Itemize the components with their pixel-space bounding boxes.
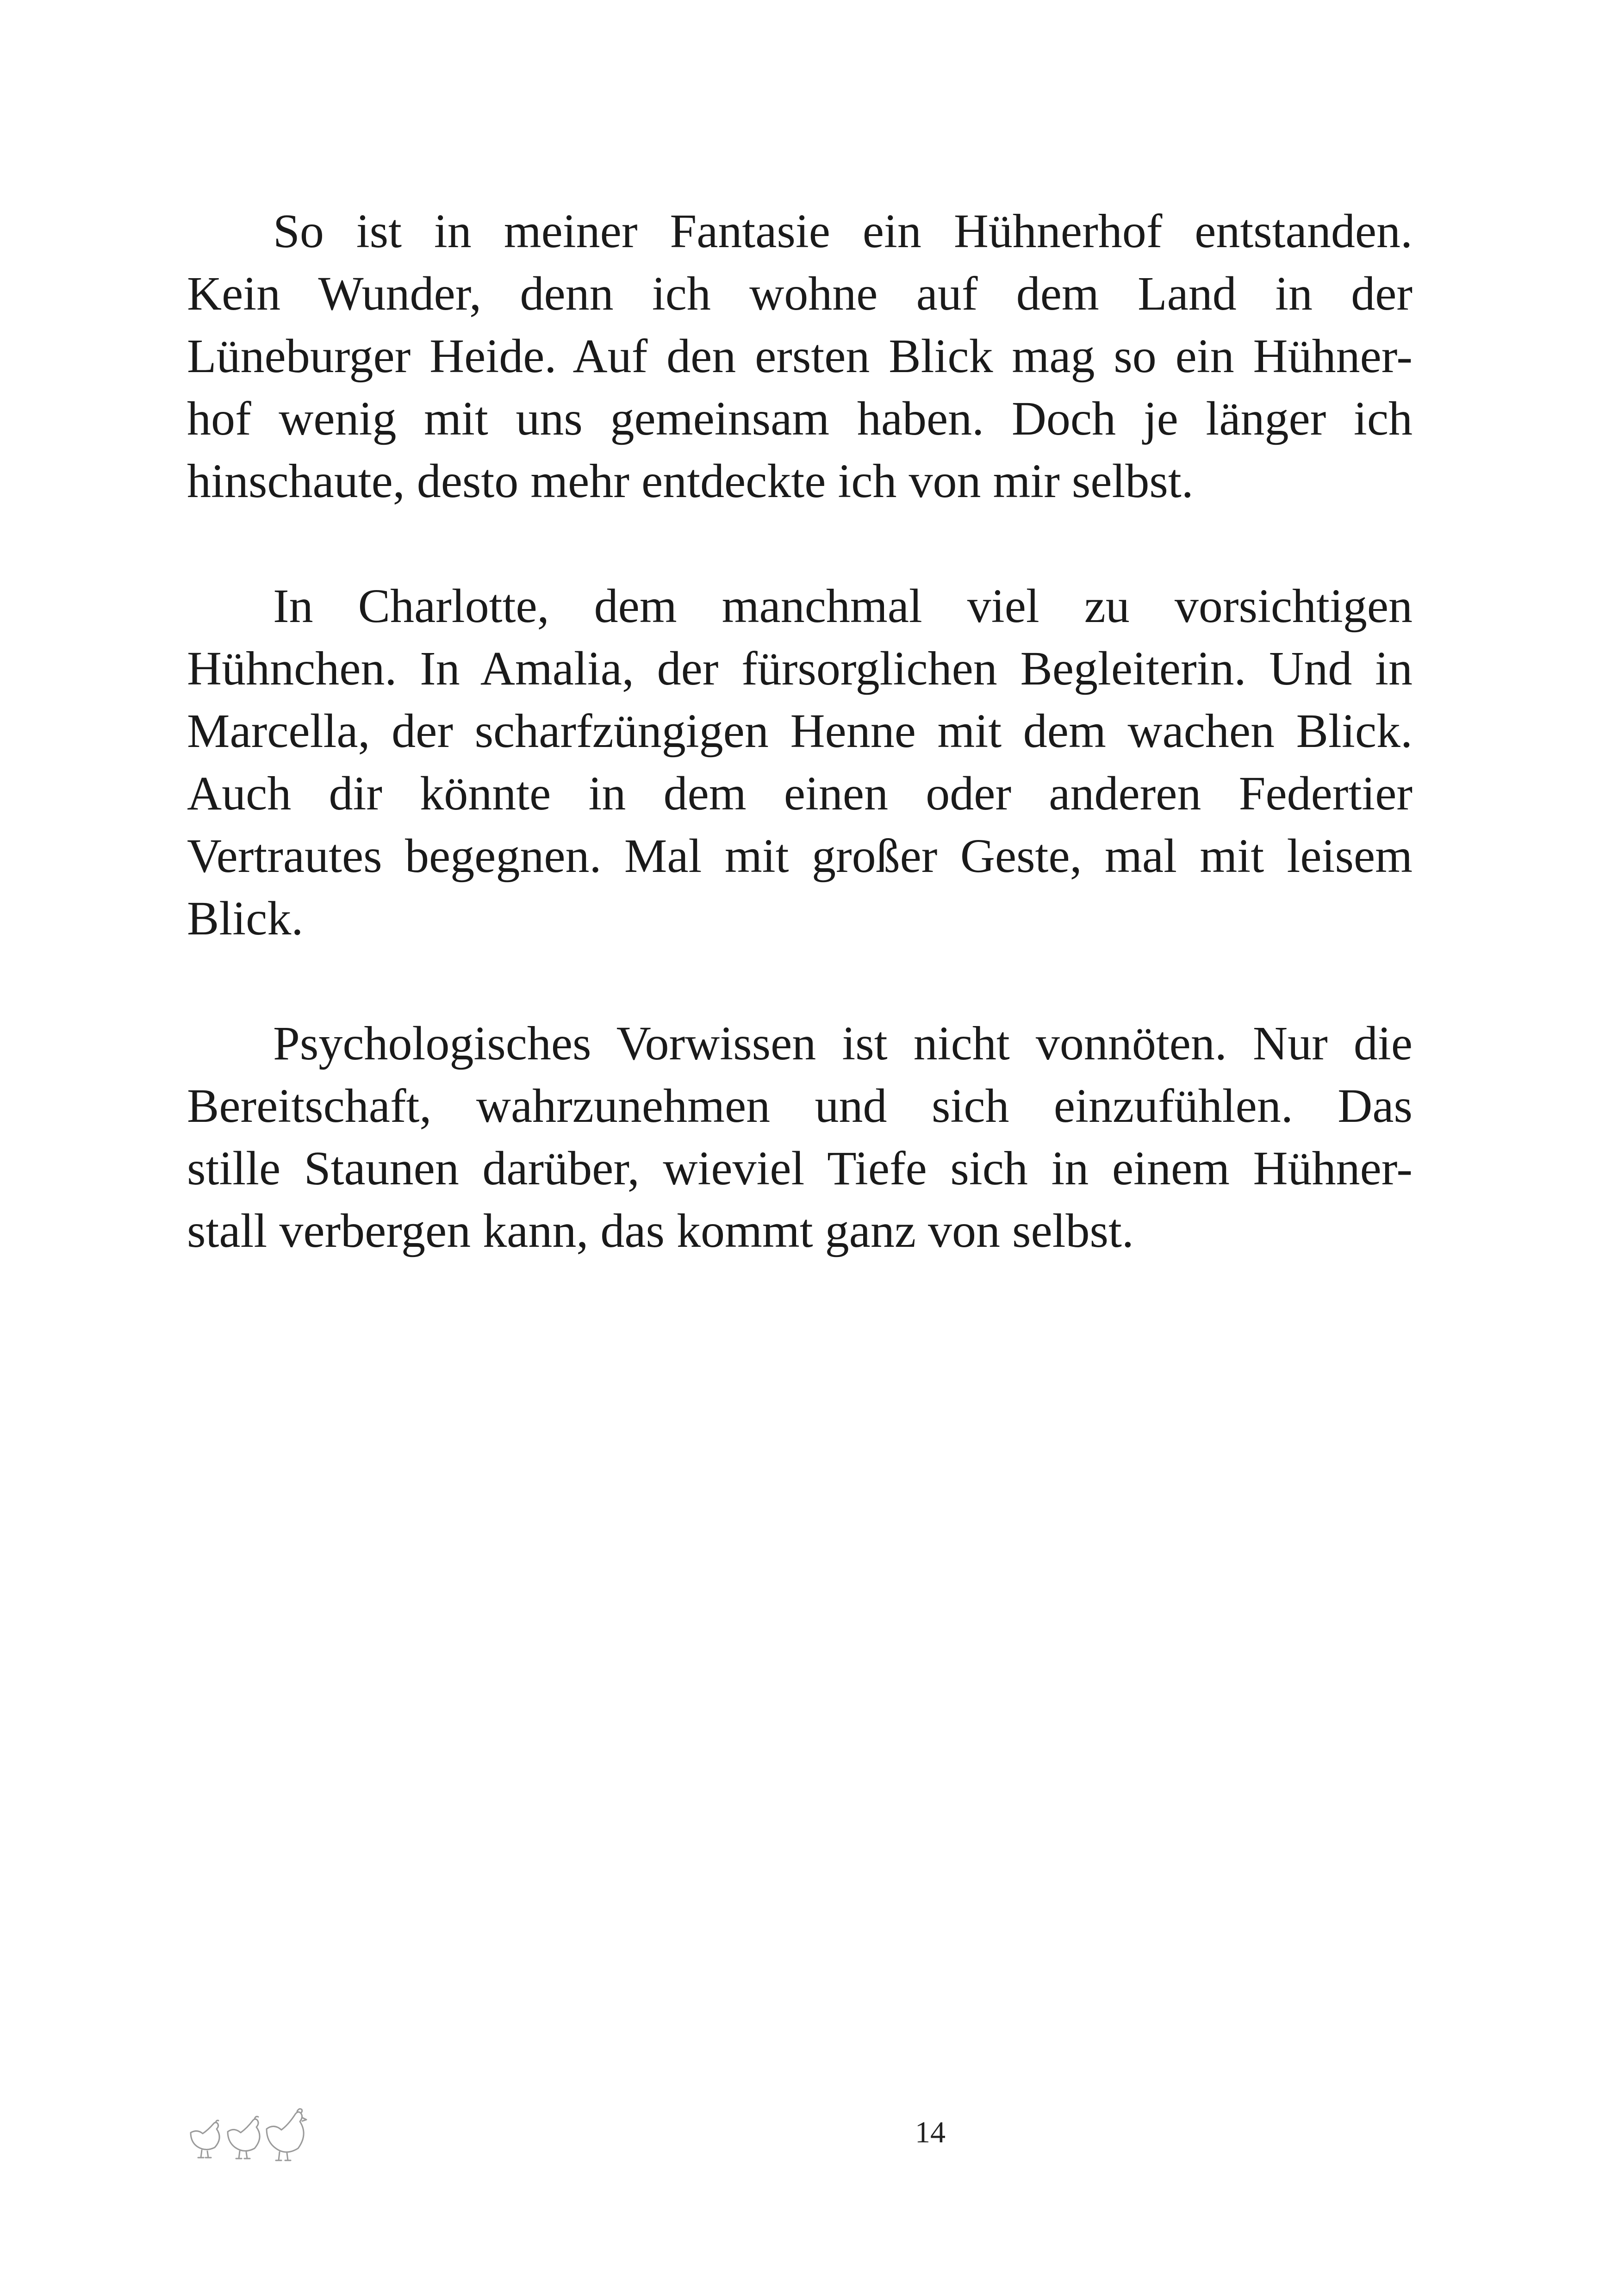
- text-line: Auch dir könnte in dem einen oder anderen Federtier: [187, 767, 1413, 820]
- paragraph-2: [187, 575, 1413, 950]
- text-line: Hühnchen. In Amalia, der fürsorglichen Begleiterin. Und in: [187, 642, 1413, 695]
- text-line: Vertrautes begegnen. Mal mit großer Geste, mal mit leisem: [187, 829, 1413, 883]
- text-line: Marcella, der scharfzüngigen Henne mit dem wachen Blick.: [187, 704, 1413, 758]
- text-line: So ist in meiner Fantasie ein Hühnerhof entstanden.: [273, 205, 1413, 258]
- paragraph-1: [187, 200, 1413, 512]
- paragraph-gap: [187, 950, 1413, 1012]
- text-line: Lüneburger Heide. Auf den ersten Blick mag so ein Hühner-: [187, 330, 1413, 383]
- paragraph-gap: [187, 512, 1413, 575]
- text-line: Psychologisches Vorwissen ist nicht vonnöten. Nur die: [273, 1017, 1413, 1070]
- text-line: In Charlotte, dem manchmal viel zu vorsichtigen: [273, 579, 1413, 633]
- body-text: [187, 200, 1413, 1262]
- text-line: hof wenig mit uns gemeinsam haben. Doch je länger ich: [187, 392, 1413, 445]
- text-line: stille Staunen darüber, wieviel Tiefe sich in einem Hühner-: [187, 1142, 1413, 1195]
- text-line: hinschaute, desto mehr entdeckte ich von mir selbst.: [187, 454, 1194, 508]
- three-hens-icon: [187, 2106, 317, 2166]
- text-line: Blick.: [187, 892, 304, 945]
- text-line: stall verbergen kann, das kommt ganz von selbst.: [187, 1204, 1134, 1257]
- text-line: Kein Wunder, denn ich wohne auf dem Land in der: [187, 267, 1413, 320]
- paragraph-3: [187, 1012, 1413, 1262]
- text-line: Bereitschaft, wahrzunehmen und sich einzufühlen. Das: [187, 1079, 1413, 1132]
- page-number: 14: [915, 2116, 946, 2149]
